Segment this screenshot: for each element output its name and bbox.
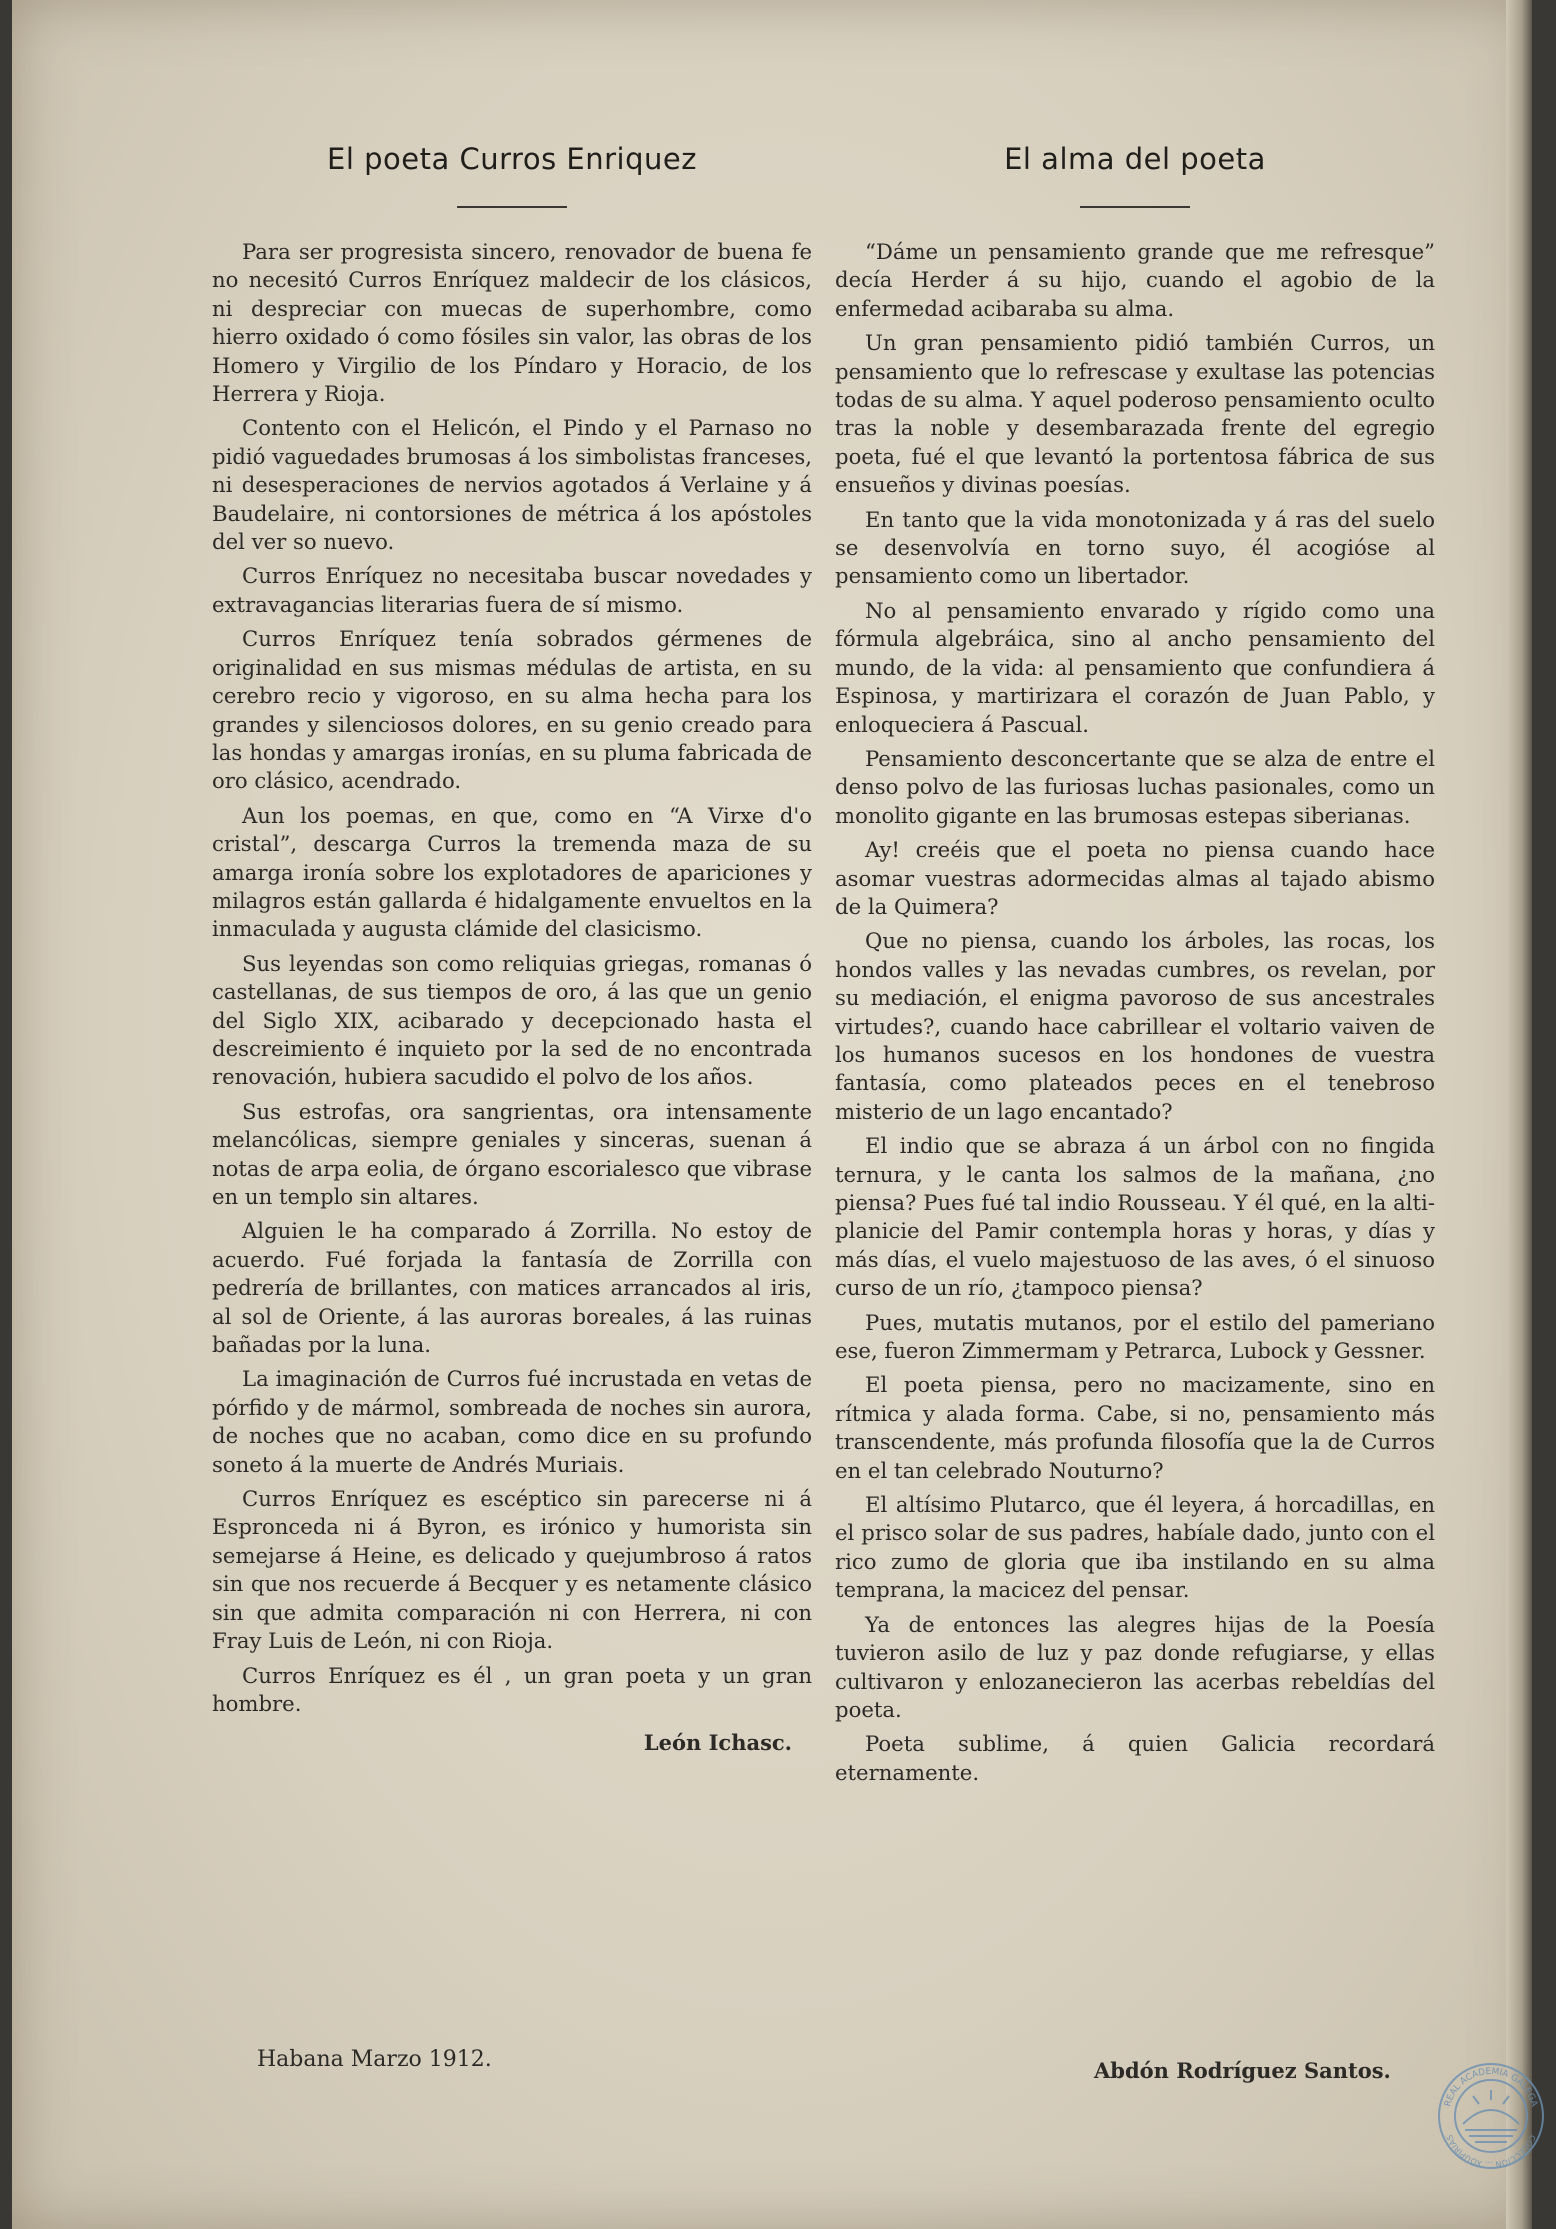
svg-text:COLECCIÓN ... XOUPIRIAS: COLECCIÓN ... XOUPIRIAS bbox=[1444, 2133, 1538, 2170]
paragraph: Sus leyendas son como reliquias griegas, romanas ó castellanas, de sus tiempos de oro, á las que un genio del Siglo XIX, acibarado y decepcionado hasta el descreimiento é inquieto por la sed de no encontrada renovación, hubiera sacudido el polvo de los años. bbox=[212, 950, 812, 1090]
paragraph: Curros Enríquez no necesitaba buscar novedades y extravagancias literarias fuera de sí mismo. bbox=[212, 563, 812, 617]
title-divider bbox=[457, 206, 567, 208]
document-page bbox=[12, 0, 1539, 2229]
left-column bbox=[212, 130, 812, 1755]
paragraph: Poeta sublime, á quien Galicia recordará eternamente. bbox=[835, 1731, 1435, 1785]
paragraph: Aun los poemas, en que, como en “A Virxe d'o cristal”, descarga Curros la tremenda maza de su amarga ironía sobre los explotadores de apariciones y milagros están gallarda é hidalgamente envueltos en la inmaculada y augusta clámide del clasicismo. bbox=[212, 802, 812, 942]
right-signature: Abdón Rodríguez Santos. bbox=[1094, 2058, 1391, 2083]
paragraph: Curros Enríquez es él , un gran poeta y un gran hombre. bbox=[212, 1662, 812, 1716]
right-column bbox=[835, 130, 1435, 1793]
paragraph: Ya de entonces las alegres hijas de la Poesía tuvieron asilo de luz y paz donde refugiarse, y ellas cultivaron y enlozanecieron las acerbas rebeldías del poeta. bbox=[835, 1611, 1435, 1722]
paragraph: Contento con el Helicón, el Pindo y el Parnaso no pidió vaguedades brumosas á los simbolistas franceses, ni desesperaciones de nervios agotados á Verlaine y á Baudelaire, ni contorsiones de métrica á los apóstoles del ver so nuevo. bbox=[212, 415, 812, 555]
paragraph: El poeta piensa, pero no macizamente, sino en rítmica y alada forma. Cabe, si no, pensamiento más transcendente, más profunda filosofía que la de Curros en el tan celebrado Nouturno? bbox=[835, 1372, 1435, 1483]
paragraph: Pues, mutatis mutanos, por el estilo del pameriano ese, fueron Zimmermam y Petrarca, Lubock y Gessner. bbox=[835, 1309, 1435, 1364]
paragraph: “Dáme un pensamiento grande que me refresque” decía Herder á su hijo, cuando el agobio de la enfermedad acibaraba su alma. bbox=[835, 239, 1435, 321]
paragraph: Para ser progresista sincero, renovador de buena fe no necesitó Curros Enríquez maldecir de los clásicos, ni despreciar con muecas de superhombre, como hierro oxidado ó como fósiles sin valor, las obras de los Homero y Virgilio de los Píndaro y Horacio, de los Herrera y Rioja. bbox=[212, 239, 812, 407]
paragraph: El indio que se abraza á un árbol con no fingida ternura, y le canta los salmos de la mañana, ¿no piensa? Pues fué tal indio Rousseau. Y él qué, en la alti-planicie del Pamir contempla horas y horas, y días y más días, el vuelo majestuoso de las aves, ó el sinuoso curso de un río, ¿tampoco piensa? bbox=[835, 1133, 1435, 1301]
paragraph: Que no piensa, cuando los árboles, las rocas, los hondos valles y las nevadas cumbres, os revelan, por su mediación, el enigma pavoroso de sus ancestrales virtudes?, cuando hace cabrillear el voltario vaiven de los humanos sucesos en los hondones de vuestra fantasía, como plateados peces en el tenebroso misterio de un lago encantado? bbox=[835, 928, 1435, 1124]
paragraph: Curros Enríquez es escéptico sin parecerse ni á Espronceda ni á Byron, es irónico y humorista sin semejarse á Heine, es delicado y quejumbroso á ratos sin que nos recuerde á Becquer y es netamente clásico sin que admita comparación ni con Herrera, ni con Fray Luis de León, ni con Rioja. bbox=[212, 1486, 812, 1654]
left-signature: León Ichasc. bbox=[643, 1730, 792, 1756]
right-article-title: El alma del poeta bbox=[1004, 142, 1266, 176]
paragraph: Un gran pensamiento pidió también Curros, un pensamiento que lo refrescase y exultase las potencias todas de su alma. Y aquel poderoso pensamiento oculto tras la noble y desembarazada frente del egregio poeta, fué el que levantó la portentosa fábrica de sus ensueños y divinas poesías. bbox=[835, 330, 1435, 498]
paragraph: Sus estrofas, ora sangrientas, ora intensamente melancólicas, siempre geniales y sinceras, suenan á notas de arpa eolia, de órgano escorialesco que vibrase en un templo sin altares. bbox=[212, 1098, 812, 1209]
library-stamp-icon bbox=[1435, 2060, 1547, 2172]
svg-text:REAL ACADEMIA GALEGA: REAL ACADEMIA GALEGA bbox=[1443, 2066, 1539, 2108]
paragraph: Ay! creéis que el poeta no piensa cuando hace asomar vuestras adormecidas almas al tajado abismo de la Quimera? bbox=[835, 837, 1435, 919]
paragraph: Alguien le ha comparado á Zorrilla. No estoy de acuerdo. Fué forjada la fantasía de Zorrilla con pedrería de brillantes, con matices arrancados al iris, al sol de Oriente, á las auroras boreales, á las ruinas bañadas por la luna. bbox=[212, 1218, 812, 1358]
title-divider bbox=[1080, 206, 1190, 208]
paragraph: La imaginación de Curros fué incrustada en vetas de pórfido y de mármol, sombreada de noches sin aurora, de noches que no acaban, como dice en su profundo soneto á la muerte de Andrés Muriais. bbox=[212, 1366, 812, 1477]
paragraph: No al pensamiento envarado y rígido como una fórmula algebráica, sino al ancho pensamiento del mundo, de la vida: al pensamiento que confundiera á Espinosa, y martirizara el corazón de Juan Pablo, y enloqueciera á Pascual. bbox=[835, 597, 1435, 737]
right-article-body bbox=[835, 238, 1435, 1787]
left-article-title: El poeta Curros Enriquez bbox=[327, 142, 697, 176]
paragraph: El altísimo Plutarco, que él leyera, á horcadillas, en el prisco solar de sus padres, habíale dado, junto con el rico zumo de gloria que iba instilando en su alma temprana, la macicez del pensar. bbox=[835, 1492, 1435, 1603]
page-fold-shadow bbox=[1506, 0, 1532, 2229]
left-article-body bbox=[212, 238, 812, 1718]
dateline: Habana Marzo 1912. bbox=[257, 2047, 492, 2072]
paragraph: Pensamiento desconcertante que se alza de entre el denso polvo de las furiosas luchas pasionales, como un monolito gigante en las brumosas estepas siberianas. bbox=[835, 745, 1435, 828]
paragraph: Curros Enríquez tenía sobrados gérmenes de originalidad en sus mismas médulas de artista, en su cerebro recio y vigoroso, en su alma hecha para los grandes y silenciosos dolores, en su genio creado para las hondas y amargas ironías, en su pluma fabricada de oro clásico, acendrado. bbox=[212, 626, 812, 794]
paragraph: En tanto que la vida monotonizada y á ras del suelo se desenvolvía en torno suyo, él acogióse al pensamiento como un libertador. bbox=[835, 506, 1435, 589]
